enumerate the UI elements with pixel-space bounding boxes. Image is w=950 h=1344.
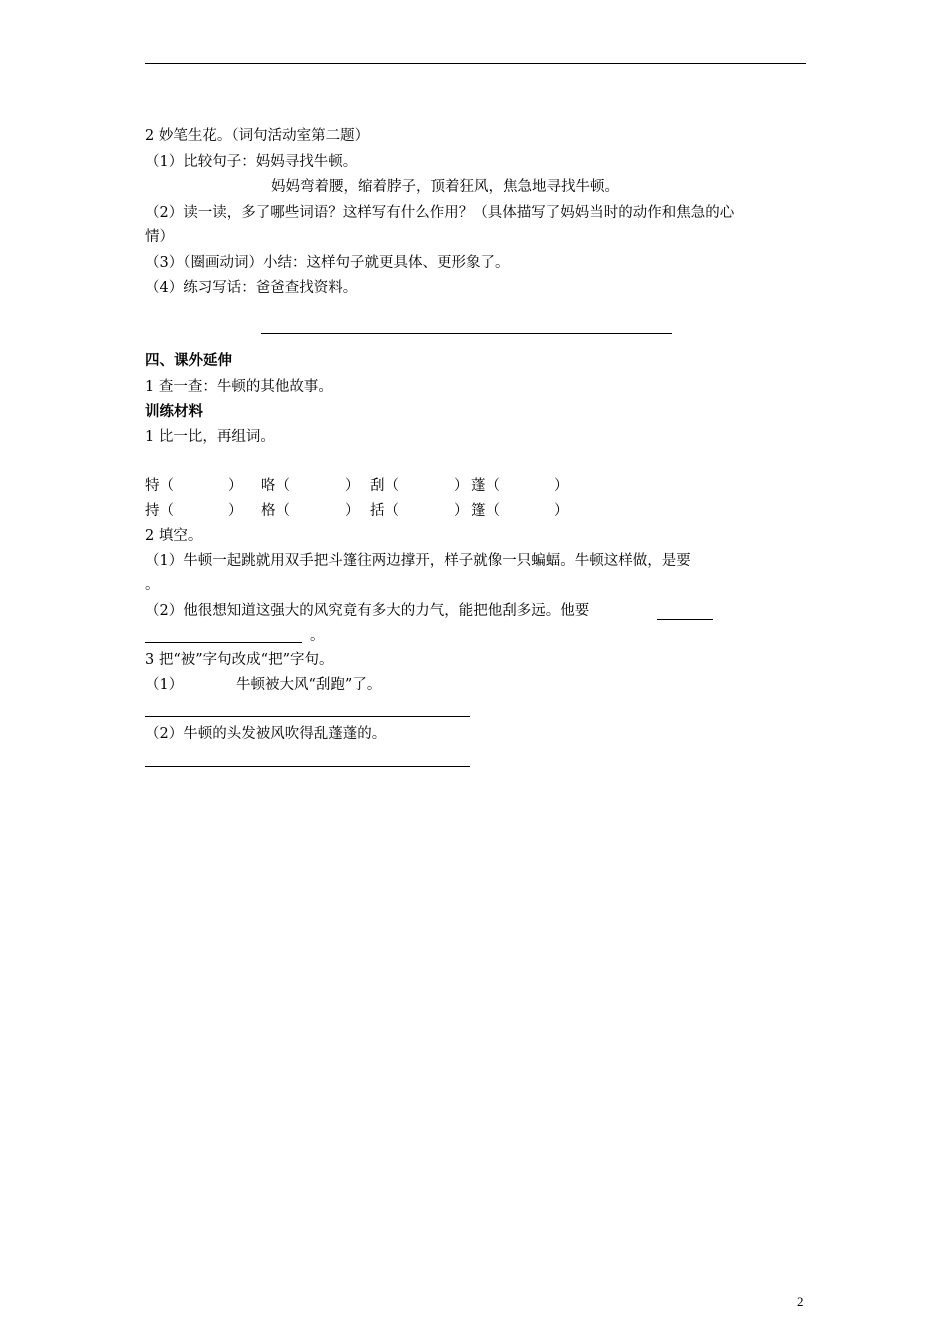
convert-num-1: （1） [145, 677, 184, 693]
header-rule [145, 63, 806, 64]
convert-sentence-1: 牛顿被大风“刮跑”了。 [236, 677, 382, 693]
fill-question-1-end: 。 [145, 577, 160, 593]
section2-q3: （3）（圈画动词）小结：这样句子就更具体、更形象了。 [145, 255, 510, 271]
compare-blank-end[interactable]: ） [454, 478, 469, 494]
section4-heading: 四、课外延伸 [145, 352, 232, 369]
training-heading: 训练材料 [145, 403, 203, 420]
compare-blank-end[interactable]: ） [554, 503, 569, 519]
compare-char: 持（ [145, 503, 174, 519]
compare-char: 刮（ [370, 478, 399, 494]
compare-blank-end[interactable]: ） [454, 503, 469, 519]
training-item1: 1 比一比，再组词。 [145, 429, 275, 445]
training-item2: 2 填空。 [145, 528, 203, 544]
compare-char: 特（ [145, 478, 174, 494]
compare-blank-end[interactable]: ） [345, 503, 360, 519]
training-item3: 3 把“被”字句改成“把”字句。 [145, 652, 334, 668]
answer-line-q4[interactable] [261, 333, 672, 334]
answer-line-convert-2[interactable] [145, 766, 470, 767]
fill-blank-2a[interactable] [657, 619, 713, 620]
fill-blank-2b[interactable] [145, 642, 302, 643]
compare-blank-end[interactable]: ） [554, 478, 569, 494]
fill-question-2: （2）他很想知道这强大的风究竟有多大的力气，能把他刮多远。他要 [145, 603, 590, 619]
section2-title: 2 妙笔生花。（词句活动室第二题） [145, 128, 370, 144]
compare-char: 咯（ [261, 478, 290, 494]
compare-blank-end[interactable]: ） [228, 503, 243, 519]
convert-sentence-2: （2）牛顿的头发被风吹得乱蓬蓬的。 [145, 726, 387, 742]
page-number: 2 [797, 1294, 804, 1309]
compare-char: 蓬（ [471, 478, 500, 494]
section2-q1-example: 妈妈弯着腰，缩着脖子，顶着狂风，焦急地寻找牛顿。 [271, 179, 619, 195]
section2-q4: （4）练习写话：爸爸查找资料。 [145, 280, 358, 296]
compare-char: 格（ [261, 503, 290, 519]
answer-line-convert-1[interactable] [145, 716, 470, 717]
compare-blank-end[interactable]: ） [345, 478, 360, 494]
fill-question-1: （1）牛顿一起跳就用双手把斗篷往两边撑开，样子就像一只蝙蝠。牛顿这样做，是要 [145, 553, 691, 569]
section2-q1: （1）比较句子：妈妈寻找牛顿。 [145, 154, 358, 170]
section4-item1: 1 查一查：牛顿的其他故事。 [145, 379, 333, 395]
compare-blank-end[interactable]: ） [228, 478, 243, 494]
fill-question-2-end: 。 [310, 628, 325, 644]
section2-q2-line2: 情） [145, 229, 174, 245]
compare-char: 括（ [370, 503, 399, 519]
section2-q2-line1: （2）读一读，多了哪些词语？这样写有什么作用？（具体描写了妈妈当时的动作和焦急的心 [145, 205, 735, 221]
compare-char: 篷（ [471, 503, 500, 519]
